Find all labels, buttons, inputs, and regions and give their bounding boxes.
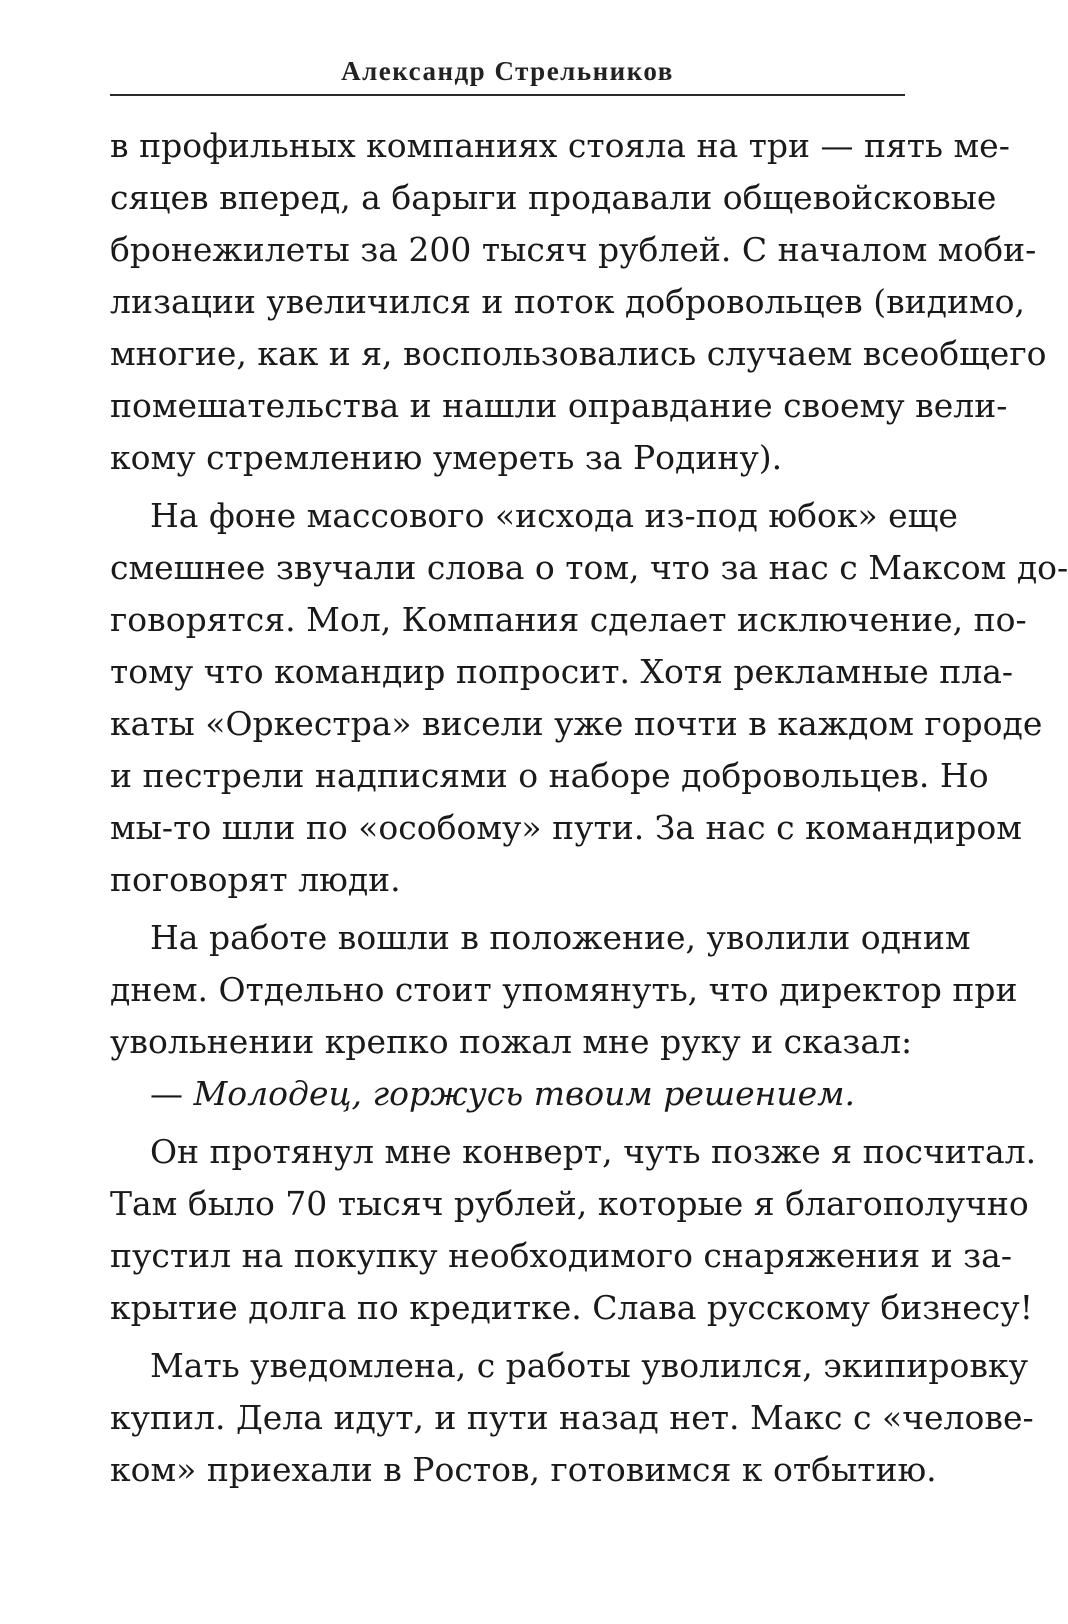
paragraph	[110, 1340, 1034, 1496]
text-line: поговорят люди.	[110, 860, 401, 899]
dialogue-line	[110, 1068, 905, 1120]
text-line: многие, как и я, воспользовались случаем всеобщего	[110, 334, 1047, 373]
text-line: На фоне массового «исхода из-под юбок» еще	[150, 496, 958, 535]
text-line: лизации увеличился и поток добровольцев (видимо,	[110, 282, 1025, 321]
text-line: мы-то шли по «особому» пути. За нас с командиром	[110, 808, 1022, 847]
text-line: увольнении крепко пожал мне руку и сказал:	[110, 1022, 913, 1061]
text-line: тому что командир попросит. Хотя рекламные пла-	[110, 652, 1014, 691]
dialogue-quote: Молодец, горжусь твоим решением.	[193, 1074, 856, 1113]
body-text	[110, 120, 1068, 1496]
text-line: помешательства и нашли оправдание своему вели-	[110, 386, 1008, 425]
text-line: Он протянул мне конверт, чуть позже я посчитал.	[150, 1132, 1037, 1171]
header-rule	[110, 94, 905, 96]
text-line: говорятся. Мол, Компания сделает исключение, по-	[110, 600, 1027, 639]
text-line: крытие долга по кредитке. Слава русскому бизнесу!	[110, 1288, 1033, 1327]
text-line: днем. Отдельно стоит упомянуть, что директор при	[110, 970, 1018, 1009]
text-line: бронежилеты за 200 тысяч рублей. С началом моби-	[110, 230, 1037, 269]
text-line: смешнее звучали слова о том, что за нас с Максом до-	[110, 548, 1068, 587]
dialogue-dash: —	[150, 1074, 183, 1113]
text-line: каты «Оркестра» висели уже почти в каждом городе	[110, 704, 1043, 743]
paragraph	[110, 912, 1018, 1068]
paragraph	[110, 120, 1047, 484]
text-line: Мать уведомлена, с работы уволился, экипировку	[150, 1346, 1028, 1385]
text-line: На работе вошли в положение, уволили одним	[150, 918, 971, 957]
paragraph	[110, 490, 1068, 906]
paragraph-dialogue	[110, 1068, 905, 1120]
text-line: пустил на покупку необходимого снаряжения и за-	[110, 1236, 1013, 1275]
text-line: кому стремлению умереть за Родину).	[110, 438, 783, 477]
text-line: Там было 70 тысяч рублей, которые я благополучно	[110, 1184, 1029, 1223]
text-line: купил. Дела идут, и пути назад нет. Макс с «челове-	[110, 1398, 1034, 1437]
paragraph	[110, 1126, 1037, 1334]
text-line: сяцев вперед, а барыги продавали общевойсковые	[110, 178, 997, 217]
running-head-author: Александр Стрельников	[341, 56, 674, 86]
text-line: и пестрели надписями о наборе добровольцев. Но	[110, 756, 989, 795]
text-line: в профильных компаниях стояла на три — пять ме-	[110, 126, 1010, 165]
text-line: ком» приехали в Ростов, готовимся к отбытию.	[110, 1450, 937, 1489]
